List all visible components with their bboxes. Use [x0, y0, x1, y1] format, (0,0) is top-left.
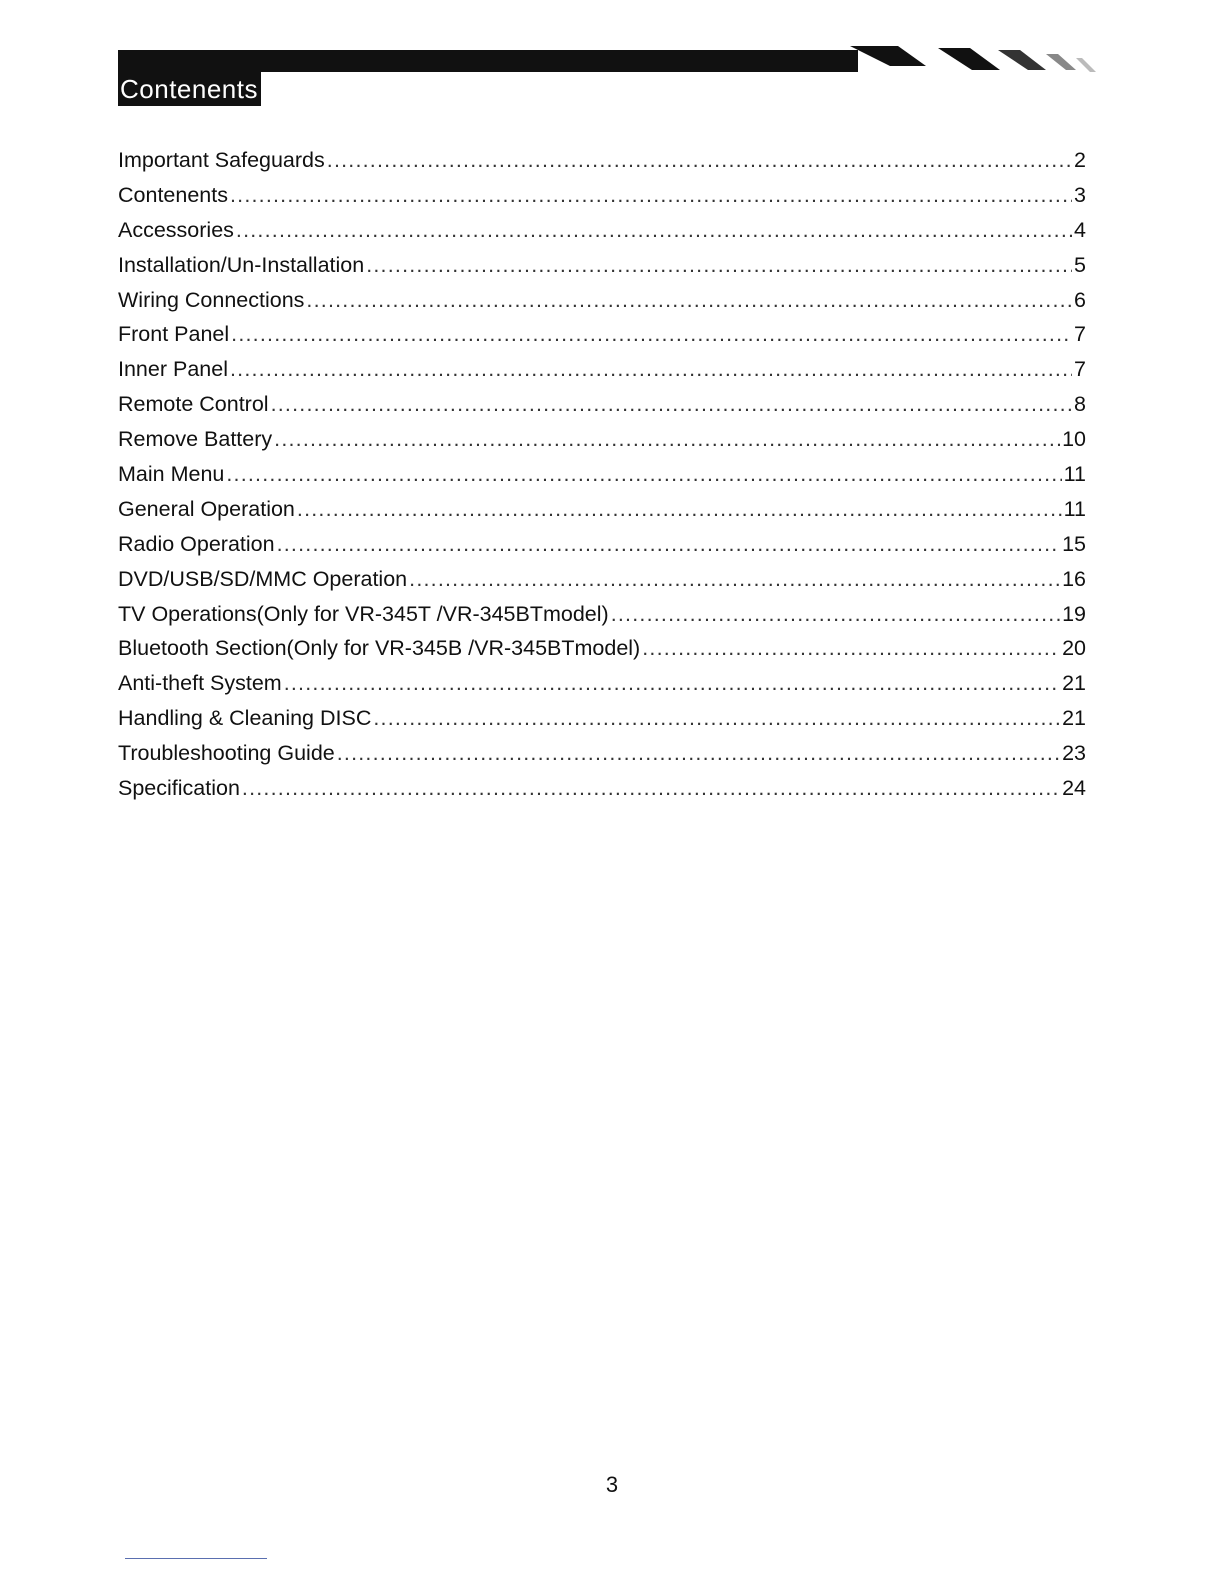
toc-entry[interactable] [118, 527, 1086, 562]
toc-leader-dots [274, 422, 1060, 457]
toc-leader-dots [284, 666, 1060, 701]
toc-entry-page: 19 [1062, 601, 1086, 626]
toc-entry-title: Inner Panel [118, 357, 228, 382]
toc-entry[interactable] [118, 317, 1086, 352]
toc-entry[interactable] [118, 631, 1086, 666]
toc-entry-page: 2 [1074, 148, 1086, 172]
toc-entry[interactable] [118, 352, 1086, 387]
toc-entry[interactable] [118, 283, 1086, 318]
toc-leader-dots [277, 527, 1061, 562]
toc-entry[interactable] [118, 736, 1086, 771]
toc-leader-dots [226, 457, 1061, 492]
toc-leader-dots [642, 631, 1060, 666]
table-of-contents [118, 143, 1086, 806]
toc-entry[interactable] [118, 701, 1086, 736]
toc-entry-title: Radio Operation [118, 531, 275, 556]
header-bar [118, 50, 858, 72]
page-title: Contenents [118, 72, 261, 106]
toc-entry-page: 6 [1074, 287, 1086, 312]
toc-entry-page: 7 [1074, 357, 1086, 382]
toc-entry-title: General Operation [118, 496, 295, 521]
page-number: 3 [605, 1472, 619, 1497]
toc-leader-dots [373, 701, 1060, 736]
toc-entry[interactable] [118, 213, 1086, 248]
footer-divider [125, 1558, 267, 1559]
toc-entry-page: 20 [1062, 636, 1086, 661]
toc-entry[interactable] [118, 666, 1086, 701]
toc-leader-dots [611, 597, 1060, 632]
toc-entry[interactable] [118, 178, 1086, 213]
toc-entry-title: Anti-theft System [118, 671, 282, 696]
toc-entry-title: Wiring Connections [118, 287, 305, 312]
toc-entry-page: 21 [1062, 671, 1086, 696]
toc-leader-dots [306, 283, 1072, 318]
toc-leader-dots [230, 352, 1072, 387]
toc-entry[interactable] [118, 248, 1086, 283]
toc-leader-dots [366, 248, 1072, 283]
toc-entry-title: Remove Battery [118, 427, 273, 452]
toc-entry-title: DVD/USB/SD/MMC Operation [118, 566, 408, 591]
toc-entry-page: 8 [1074, 392, 1086, 417]
toc-leader-dots [231, 317, 1072, 352]
toc-entry-title: Important Safeguards [118, 148, 325, 172]
toc-entry-title: Accessories [118, 217, 234, 242]
toc-entry[interactable] [118, 492, 1086, 527]
toc-entry[interactable] [118, 771, 1086, 806]
toc-leader-dots [230, 178, 1072, 213]
toc-entry-title: TV Operations(Only for VR-345T /VR-345BTmodel) [118, 601, 609, 626]
toc-leader-dots [236, 213, 1072, 248]
toc-entry[interactable] [118, 597, 1086, 632]
toc-entry-page: 10 [1062, 427, 1086, 452]
toc-leader-dots [297, 492, 1062, 527]
toc-entry-page: 16 [1062, 566, 1086, 591]
toc-leader-dots [271, 387, 1072, 422]
toc-entry[interactable] [118, 562, 1086, 597]
toc-entry-page: 11 [1063, 496, 1086, 521]
toc-entry[interactable] [118, 457, 1086, 492]
toc-entry-page: 23 [1062, 741, 1086, 766]
toc-entry-page: 3 [1074, 182, 1086, 207]
toc-entry-page: 4 [1074, 217, 1086, 242]
toc-entry-title: Main Menu [118, 462, 225, 487]
toc-leader-dots [242, 771, 1060, 806]
toc-entry-page: 24 [1062, 776, 1086, 801]
toc-entry-title: Handling & Cleaning DISC [118, 706, 372, 731]
toc-entry-page: 5 [1074, 252, 1086, 277]
toc-entry-title: Installation/Un-Installation [118, 252, 365, 277]
toc-leader-dots [337, 736, 1060, 771]
toc-entry[interactable] [118, 143, 1086, 178]
header-stripes-decoration [850, 46, 1110, 80]
toc-entry-title: Remote Control [118, 392, 269, 417]
toc-entry[interactable] [118, 422, 1086, 457]
toc-entry-page: 7 [1074, 322, 1086, 347]
toc-entry-title: Bluetooth Section(Only for VR-345B /VR-345BTmodel) [118, 636, 641, 661]
toc-leader-dots [409, 562, 1060, 597]
toc-leader-dots [327, 143, 1072, 178]
toc-entry-title: Contenents [118, 182, 228, 207]
toc-entry-title: Troubleshooting Guide [118, 741, 335, 766]
toc-entry-page: 15 [1062, 531, 1086, 556]
toc-entry-page: 11 [1063, 462, 1086, 487]
toc-entry[interactable] [118, 387, 1086, 422]
toc-entry-title: Front Panel [118, 322, 230, 347]
toc-entry-title: Specification [118, 776, 240, 801]
toc-entry-page: 21 [1062, 706, 1086, 731]
